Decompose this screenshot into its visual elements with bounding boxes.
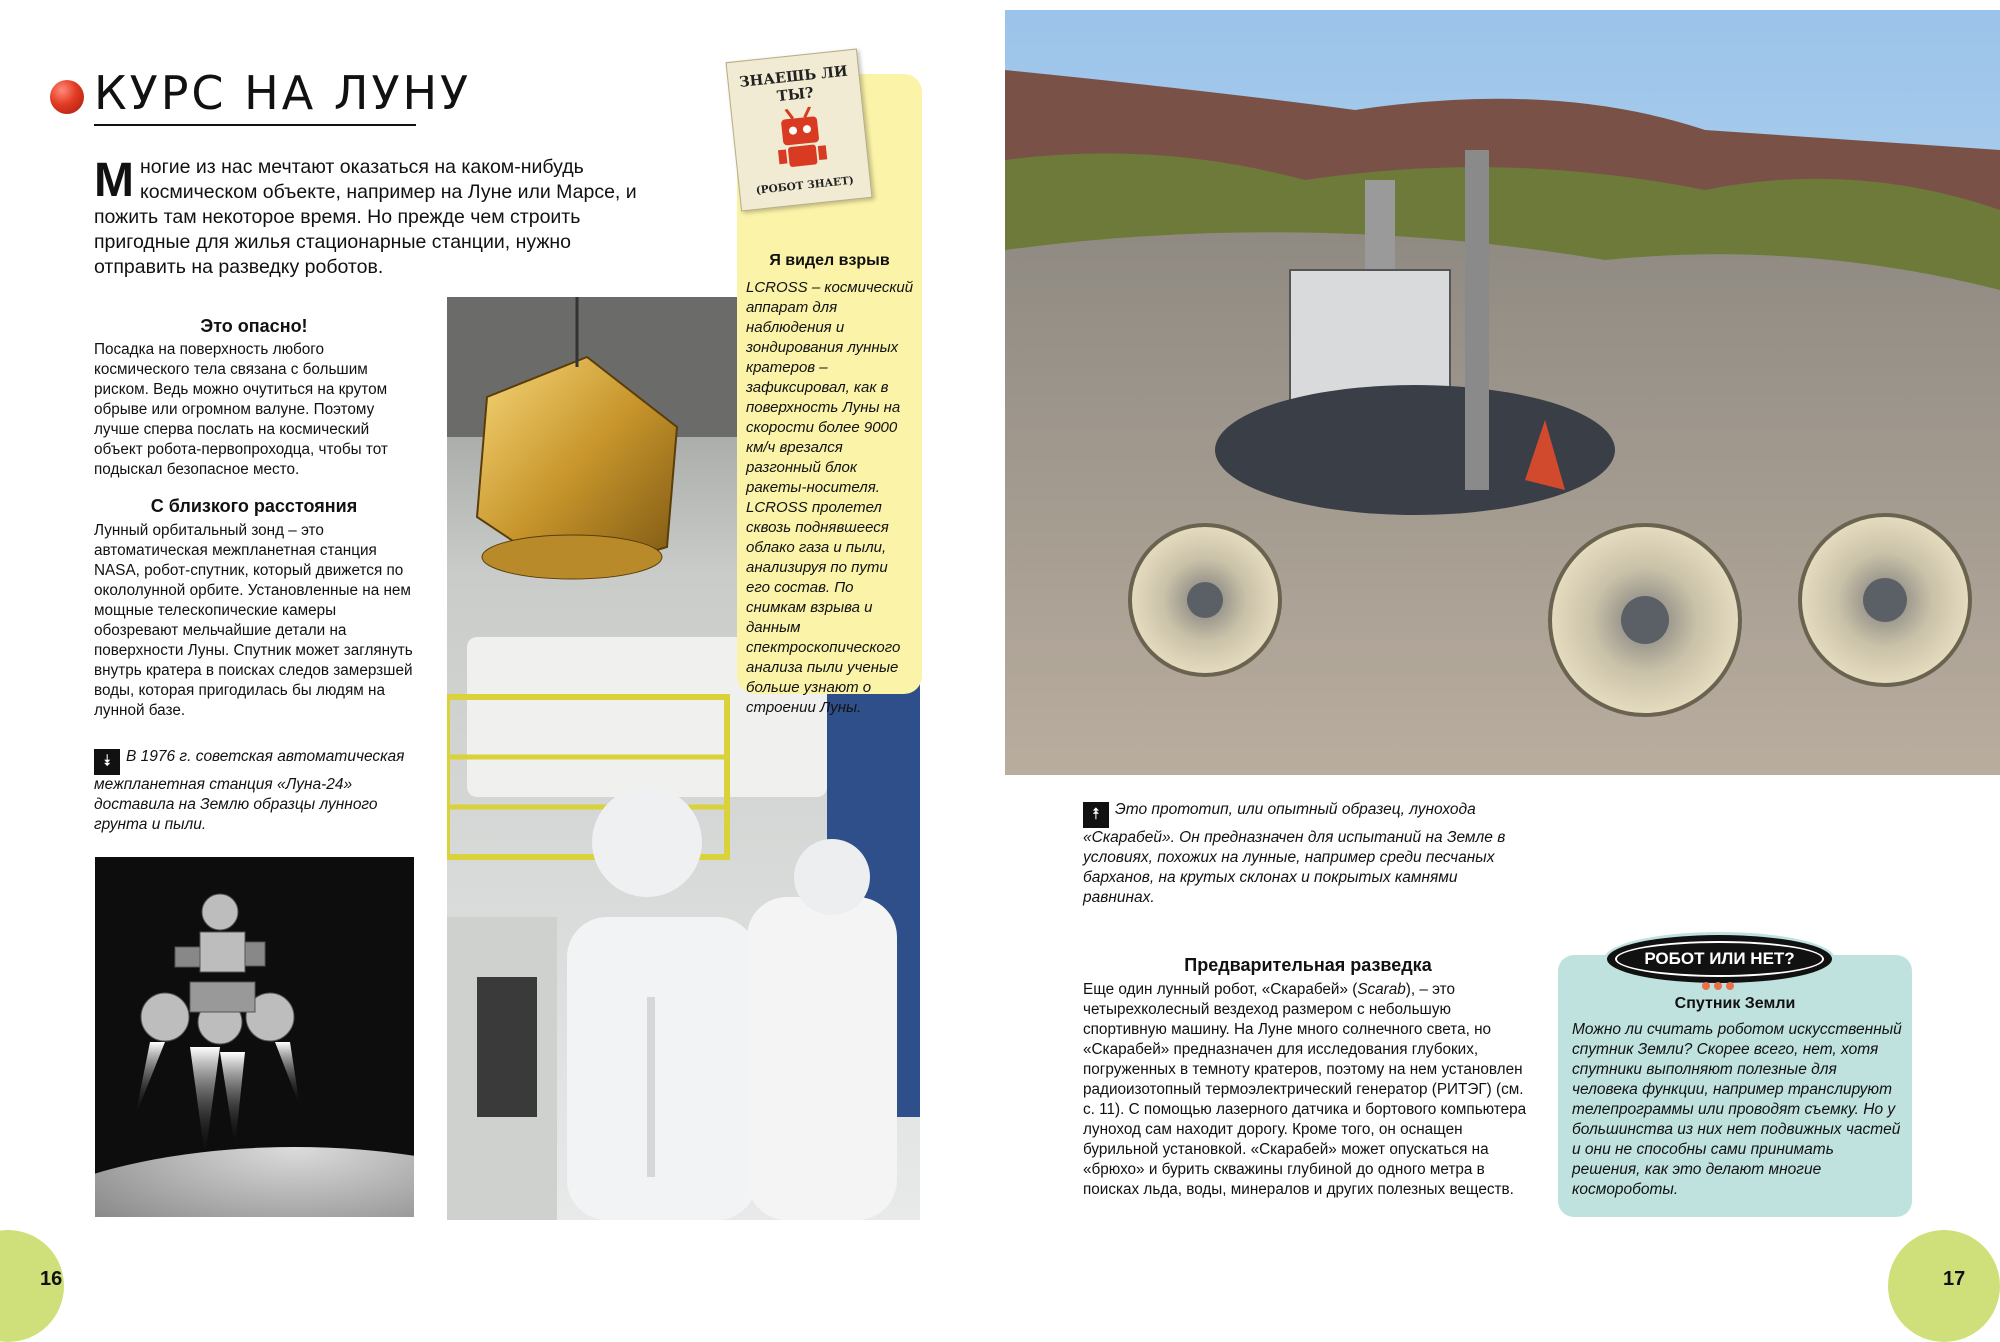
robot-icon — [772, 105, 830, 174]
page-number-right: 17 — [1943, 1268, 1966, 1290]
scarab-rover-photo — [1005, 10, 2000, 775]
note-text: LCROSS – космический аппарат для наблюдения и зондирования лунных кратеров – зафиксировал, как в поверхность Луны на скорости более 9000 км/ч врезался разгонный блок ракеты-носителя. LCROSS пролетел сквозь поднявшееся облако газа и пыли, анализируя по пути его состав. По снимкам взрыва и данным спектроскопического анализа пыли ученые больше узнают о строении Луны. — [746, 279, 914, 716]
title-bullet-icon — [50, 80, 84, 114]
title-underline — [94, 124, 416, 126]
recon-text-italic: Scarab — [1357, 981, 1406, 998]
folder-title: ЗНАЕШЬ ЛИ ТЫ? — [738, 62, 849, 106]
drop-cap: М — [94, 154, 134, 207]
danger-heading: Это опасно! — [200, 316, 308, 336]
dots-decoration — [1700, 978, 1736, 988]
robot-or-not-text: Можно ли считать роботом искусственный спутник Земли? Скорее всего, нет, хотя спутники выполняют полезные для человека функции, например транслируют телепрограммы или проводят съемку. Но у большинства из них нет подвижных частей и они не способны сами принимать решения, как это делают многие косморoботы. — [1572, 1021, 1902, 1198]
recon-text-part2: ), – это четырехколесный вездеход размером с небольшую спортивную машину. На Луне много солнечного света, но «Скарабей» предназначен для исследования глубоких, погруженных в темноту кратеров, поэтому на нем установлен радиоизотопный термоэлектрический генератор (РИТЭГ) (см. с. 11). С помощью лазерного датчика и бортового компьютера луноход сам находит дорогу. Кроме того, он оснащен бурильной установкой. «Скарабей» может опускаться на «брюхо» и бурить скважины глубиной до одного метра в поисках льда, воды, минералов и других полезных веществ. — [1083, 981, 1527, 1198]
arrow-down-icon: ⯯ — [94, 749, 120, 775]
folder-subtitle: (РОБОТ ЗНАЕТ) — [755, 174, 855, 197]
recon-text — [1083, 980, 1538, 1200]
robot-or-not-label: РОБОТ ИЛИ НЕТ? — [1615, 941, 1824, 977]
page-number-left: 16 — [40, 1268, 63, 1290]
intro-paragraph — [94, 155, 654, 280]
luna24-photo — [95, 857, 414, 1217]
closeup-heading: С близкого расстояния — [150, 496, 358, 516]
robot-or-not-heading: Спутник Земли — [1674, 995, 1796, 1012]
did-you-know-folder — [726, 49, 873, 212]
arrow-up-icon: ⯭ — [1083, 802, 1109, 828]
scarab-caption-text: Это прототип, или опытный образец, лунохода «Скарабей». Он предназначен для испытаний на Земле в условиях, похожих на лунные, например среди песчаных барханов, на крутых склонах и покрытых камнями равнинах. — [1083, 801, 1506, 906]
note-heading: Я видел взрыв — [769, 252, 890, 269]
page-title: КУРС НА ЛУНУ — [94, 66, 472, 120]
robot-or-not-badge — [1607, 935, 1832, 983]
scarab-caption — [1083, 800, 1533, 908]
recon-heading: Предварительная разведка — [1184, 955, 1432, 975]
recon-text-part1: Еще один лунный робот, «Скарабей» ( — [1083, 981, 1358, 998]
danger-text: Посадка на поверхность любого космического тела связана с большим риском. Ведь можно очутиться на крутом обрыве или огромном валуне. Поэтому лучше сперва послать на космический объект робота-первопроходца, чтобы тот подыскал безопасное место. — [94, 341, 388, 478]
intro-text: ногие из нас мечтают оказаться на каком-нибудь космическом объекте, например на Луне или Марсе, и пожить там некоторое время. Но прежде чем строить пригодные для жилья стационарные станции, нужно отправить на разведку роботов. — [94, 156, 637, 278]
closeup-text: Лунный орбитальный зонд – это автоматическая межпланетная станция NASA, робот-спутник, который движется по окололунной орбите. Установленные на нем мощные телескопические камеры обозревают мельчайшие детали на поверхности Луны. Спутник может заглянуть внутрь кратера в поисках следов замерзшей воды, которая пригодилась бы людям на лунной базе. — [94, 522, 413, 719]
luna24-caption — [94, 747, 424, 835]
luna24-caption-text: В 1976 г. советская автоматическая межпланетная станция «Луна-24» доставила на Землю образцы лунного грунта и пыли. — [94, 748, 405, 833]
